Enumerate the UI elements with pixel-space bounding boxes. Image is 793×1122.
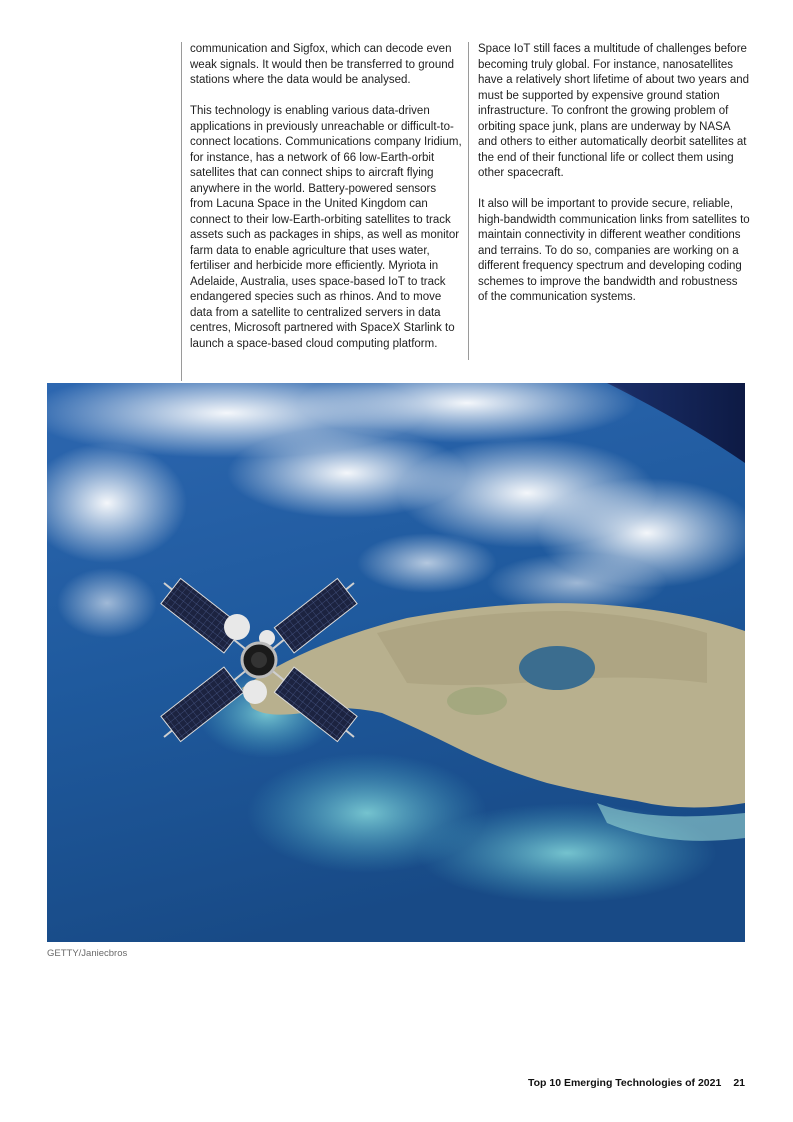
column-divider-left [181, 42, 182, 381]
right-text-column [478, 42, 750, 321]
photo-credit: GETTY/Janiecbros [47, 948, 128, 959]
paragraph: Space IoT still faces a multitude of challenges before becoming truly global. For instance, nanosatellites have a relatively short lifetime of about two years and must be supported by expensive ground station infrastructure. To confront the growing problem of orbiting space junk, plans are underway by NASA and others to either automatically deorbit satellites at the end of their functional life or collect them using other spacecraft. [478, 43, 750, 179]
paragraph: It also will be important to provide secure, reliable, high-bandwidth communication links from satellites to maintain connectivity in different weather conditions and terrains. To do so, companies are working on a different frequency spectrum and developing coding schemes to improve the bandwidth and robustness of the communication systems. [478, 198, 750, 303]
left-text-column [190, 42, 462, 368]
publication-title: Top 10 Emerging Technologies of 2021 [527, 1077, 722, 1089]
paragraph: This technology is enabling various data-driven applications in previously unreachable or difficult-to-connect locations. Communications company Iridium, for instance, has a network of 66 low-Earth-orbit satellites that can connect ships to aircraft flying anywhere in the world. Battery-powered sensors from Lacuna Space in the United Kingdom can connect to their low-Earth-orbiting satellites to track assets such as packages in ships, as well as monitor farm data to enable agriculture that uses water, fertiliser and herbicide more efficiently. Myriota in Adelaide, Australia, uses space-based IoT to track endangered species such as rhinos. And to move data from a satellite to centralized servers in data centres, Microsoft partnered with SpaceX Starlink to launch a space-based cloud computing platform. [190, 105, 462, 350]
page-number: 21 [733, 1077, 745, 1089]
column-divider-middle [468, 42, 469, 360]
satellite-earth-photo [47, 383, 745, 942]
paragraph: communication and Sigfox, which can decode even weak signals. It would then be transferred to ground stations where the data would be analysed. [190, 43, 455, 86]
page-footer [528, 1077, 745, 1089]
